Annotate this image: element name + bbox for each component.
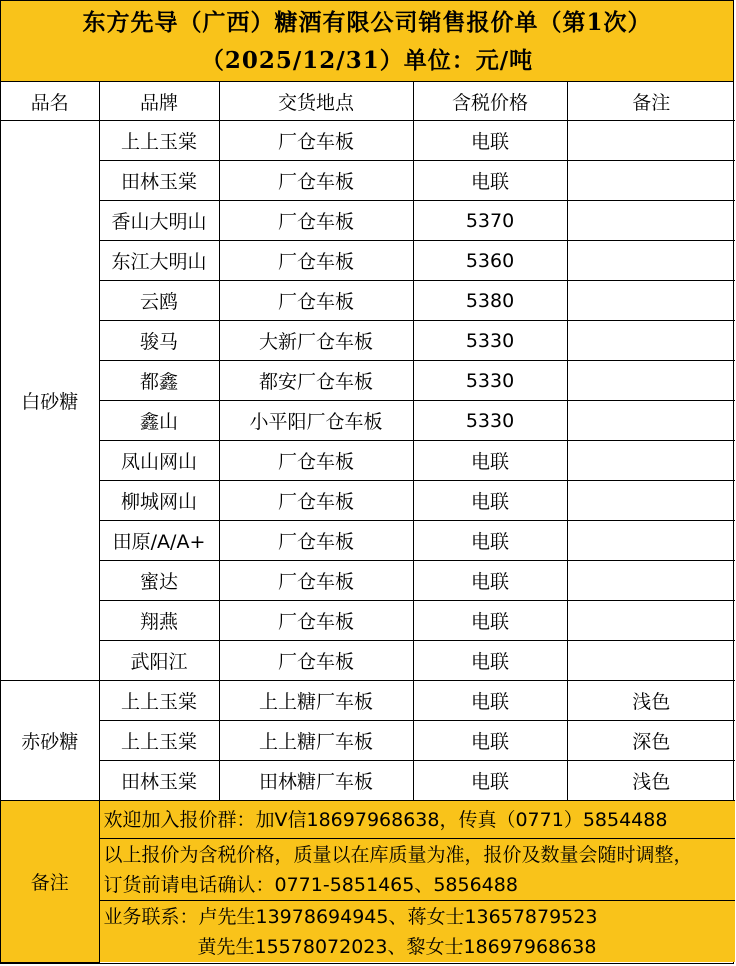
note-cell: 浅色 — [567, 681, 735, 721]
table-row — [1, 121, 735, 161]
note-cell — [567, 601, 735, 641]
table-row — [1, 201, 735, 241]
notes-line-contacts-1: 业务联系：卢先生13978694945、蒋女士13657879523 — [103, 905, 598, 928]
location-cell: 厂仓车板 — [219, 281, 413, 321]
sheet-subtitle: （2025/12/31）单位：元/吨 — [200, 47, 534, 74]
price-cell: 电联 — [413, 121, 567, 161]
brand-cell: 柳城网山 — [99, 481, 219, 521]
brand-cell: 凤山网山 — [99, 441, 219, 481]
price-cell: 电联 — [413, 561, 567, 601]
note-cell — [567, 121, 735, 161]
table-row — [1, 761, 735, 801]
table-row — [1, 361, 735, 401]
table-row — [1, 241, 735, 281]
note-cell — [567, 641, 735, 681]
price-cell: 电联 — [413, 161, 567, 201]
price-cell: 5360 — [413, 241, 567, 281]
note-cell — [567, 361, 735, 401]
brand-cell: 东江大明山 — [99, 241, 219, 281]
location-cell: 大新厂仓车板 — [219, 321, 413, 361]
location-cell: 厂仓车板 — [219, 481, 413, 521]
table-row — [1, 161, 735, 201]
location-cell: 厂仓车板 — [219, 561, 413, 601]
note-cell — [567, 441, 735, 481]
price-cell: 5370 — [413, 201, 567, 241]
location-cell: 厂仓车板 — [219, 601, 413, 641]
location-cell: 都安厂仓车板 — [219, 361, 413, 401]
price-cell: 5380 — [413, 281, 567, 321]
location-cell: 田林糖厂车板 — [219, 761, 413, 801]
notes-disclaimer-cell — [99, 839, 735, 901]
location-cell: 上上糖厂车板 — [219, 681, 413, 721]
table-row — [1, 601, 735, 641]
brand-cell: 上上玉棠 — [99, 681, 219, 721]
price-cell: 电联 — [413, 641, 567, 681]
note-cell — [567, 481, 735, 521]
notes-line-contacts-2 — [100, 932, 736, 962]
table-row — [1, 481, 735, 521]
note-cell — [567, 401, 735, 441]
notes-line-confirm: 订货前请电话确认：0771-5851465、5856488 — [103, 873, 518, 896]
notes-line-disclaimer: 以上报价为含税价格，质量以在库质量为准，报价及数量会随时调整， — [103, 843, 693, 866]
notes-line-group-join — [99, 801, 735, 839]
notes-line-group: 欢迎加入报价群：加V信18697968638，传真（0771）5854488 — [103, 808, 668, 831]
table-row — [1, 441, 735, 481]
location-cell: 上上糖厂车板 — [219, 721, 413, 761]
table-row — [1, 641, 735, 681]
brand-cell: 骏马 — [99, 321, 219, 361]
notes-contacts-cell — [99, 901, 735, 963]
note-cell — [567, 201, 735, 241]
notes-label: 备注 — [1, 801, 99, 962]
location-cell: 厂仓车板 — [219, 161, 413, 201]
price-cell: 电联 — [413, 601, 567, 641]
brand-cell: 上上玉棠 — [99, 721, 219, 761]
table-row — [1, 321, 735, 361]
header-location: 交货地点 — [219, 82, 413, 121]
table-row — [1, 721, 735, 761]
price-table — [1, 82, 735, 801]
note-cell — [567, 161, 735, 201]
table-row — [1, 561, 735, 601]
brand-cell: 田原/A/A+ — [99, 521, 219, 561]
price-cell: 电联 — [413, 521, 567, 561]
location-cell: 厂仓车板 — [219, 201, 413, 241]
notes-table — [1, 801, 735, 963]
brand-cell: 都鑫 — [99, 361, 219, 401]
table-row — [1, 281, 735, 321]
note-cell: 浅色 — [567, 761, 735, 801]
location-cell: 厂仓车板 — [219, 441, 413, 481]
price-cell: 5330 — [413, 361, 567, 401]
table-header-row — [1, 82, 735, 121]
product-group-cell: 赤砂糖 — [1, 681, 99, 801]
price-cell: 电联 — [413, 721, 567, 761]
table-row — [1, 681, 735, 721]
location-cell: 厂仓车板 — [219, 521, 413, 561]
brand-cell: 蜜达 — [99, 561, 219, 601]
sheet-title: 东方先导（广西）糖酒有限公司销售报价单（第1次） — [82, 9, 652, 36]
price-cell: 5330 — [413, 401, 567, 441]
note-cell — [567, 321, 735, 361]
location-cell: 厂仓车板 — [219, 641, 413, 681]
brand-cell: 田林玉棠 — [99, 161, 219, 201]
price-cell: 电联 — [413, 681, 567, 721]
location-cell: 厂仓车板 — [219, 241, 413, 281]
title-block — [1, 1, 733, 82]
brand-cell: 云鸥 — [99, 281, 219, 321]
product-group-cell: 白砂糖 — [1, 121, 99, 681]
note-cell: 深色 — [567, 721, 735, 761]
brand-cell: 鑫山 — [99, 401, 219, 441]
brand-cell: 上上玉棠 — [99, 121, 219, 161]
brand-cell: 香山大明山 — [99, 201, 219, 241]
brand-cell: 田林玉棠 — [99, 761, 219, 801]
header-product: 品名 — [1, 82, 99, 121]
note-cell — [567, 281, 735, 321]
brand-cell: 武阳江 — [99, 641, 219, 681]
contacts-2-text: 黄先生15578072023、黎女士18697968638 — [197, 935, 597, 958]
price-cell: 电联 — [413, 761, 567, 801]
note-cell — [567, 561, 735, 601]
header-price: 含税价格 — [413, 82, 567, 121]
location-cell: 小平阳厂仓车板 — [219, 401, 413, 441]
brand-cell: 翔燕 — [99, 601, 219, 641]
price-cell: 5330 — [413, 321, 567, 361]
price-cell: 电联 — [413, 481, 567, 521]
table-row — [1, 521, 735, 561]
note-cell — [567, 241, 735, 281]
price-cell: 电联 — [413, 441, 567, 481]
location-cell: 厂仓车板 — [219, 121, 413, 161]
note-cell — [567, 521, 735, 561]
header-brand: 品牌 — [99, 82, 219, 121]
header-note: 备注 — [567, 82, 735, 121]
table-row — [1, 401, 735, 441]
